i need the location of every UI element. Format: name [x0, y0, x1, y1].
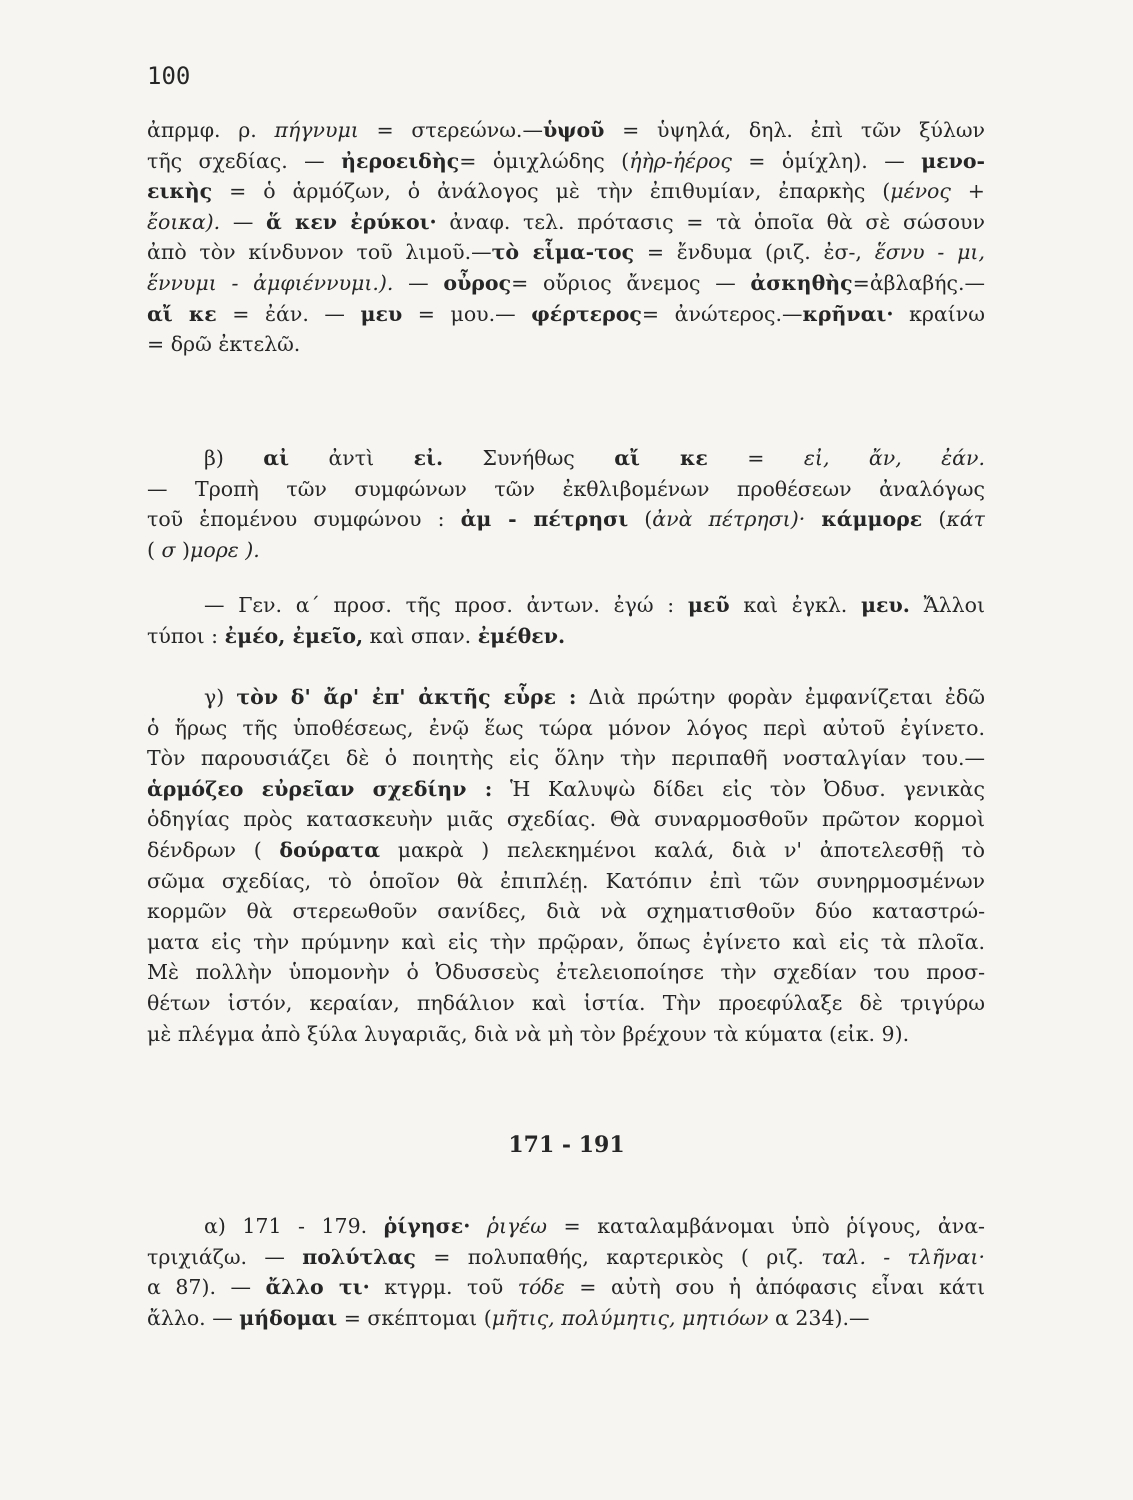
- text-line: [147, 237, 985, 268]
- text-run: κραίνω: [893, 301, 985, 326]
- text-line: [147, 474, 985, 505]
- italic-gloss: ἀνὰ πέτρησι)·: [652, 507, 806, 532]
- text-run: = οὔριος ἄνεμος —: [511, 270, 751, 295]
- lemma-term: ἐμέθεν.: [477, 623, 566, 648]
- lemma-term: αἴ κε: [614, 446, 708, 470]
- text-line: [147, 268, 985, 299]
- paragraph-alpha: [147, 1211, 985, 1333]
- text-line: [147, 866, 985, 897]
- text-line: [147, 835, 985, 866]
- italic-gloss: ἕννυμι - ἀμφιέννυμι.).: [147, 270, 394, 295]
- text-run: = στερεώνω.—: [358, 118, 543, 142]
- text-run: Ἄλλοι: [909, 593, 985, 617]
- italic-gloss: μορε ).: [190, 537, 260, 562]
- italic-gloss: μῆτις, πολύμητις, μητιόων: [491, 1305, 769, 1330]
- text-run: ἀπὸ τὸν κίνδυνον τοῦ λιμοῦ.—: [147, 240, 492, 265]
- lemma-term: ἀμ - πέτρησι: [460, 507, 629, 532]
- lemma-term: ῥίγησε·: [383, 1214, 471, 1238]
- page-number: 100: [147, 62, 191, 90]
- lemma-term: τὸν δ' ἄρ' ἐπ' ἀκτῆς εὗρε :: [236, 685, 577, 709]
- text-run: Μὲ πολλὴν ὑπομονὴν ὁ Ὀδυσσεὺς ἐτελειοποίησε τὴν σχεδίαν του προσ-: [147, 960, 985, 985]
- lemma-term: μευ: [360, 301, 403, 326]
- text-run: = αὐτὴ σου ἡ ἀπόφασις εἶναι κάτι: [564, 1275, 985, 1300]
- lemma-term: εἰ.: [413, 446, 444, 470]
- paragraph-genitive: [147, 590, 985, 651]
- lemma-term: πολύτλας: [302, 1244, 416, 1269]
- italic-gloss: μένος +: [890, 179, 985, 204]
- text-run: = ἐάν. —: [216, 301, 361, 326]
- text-run: β): [204, 446, 264, 470]
- italic-gloss: ἠὴρ-ἠέρος: [629, 148, 732, 173]
- text-run: μὲ πλέγμα ἀπὸ ξύλα λυγαριᾶς, διὰ νὰ μὴ τὸν βρέχουν τὰ κύματα (εἰκ. 9).: [147, 1021, 910, 1046]
- text-run: τριχιάζω. —: [147, 1244, 303, 1269]
- text-run: ἀναφ. τελ. πρότασις = τὰ ὁποῖα θὰ σὲ σώσουν: [436, 209, 985, 234]
- text-run: κορμῶν θὰ στερεωθοῦν σανίδες, διὰ νὰ σχηματισθοῦν δύο καταστρώ-: [147, 899, 985, 924]
- text-line: [147, 774, 985, 805]
- text-run: = σκέπτομαι (: [337, 1305, 492, 1330]
- text-run: ): [175, 537, 191, 562]
- text-run: τῆς σχεδίας. —: [147, 148, 342, 173]
- text-run: — Γεν. α΄ προσ. τῆς προσ. ἀντων. ἐγώ :: [204, 593, 688, 617]
- lemma-term: ἠεροειδὴς: [341, 148, 460, 173]
- text-run: =ἀβλαβής.—: [852, 270, 985, 295]
- text-run: σῶμα σχεδίας, τὸ ὁποῖον θὰ ἐπιπλέῃ. Κατόπιν ἐπὶ τῶν συνηρμοσμένων: [147, 868, 985, 893]
- lemma-term: μήδομαι: [239, 1305, 338, 1330]
- text-line: [147, 176, 985, 207]
- text-line: [147, 988, 985, 1019]
- text-run: = ὁμιχλώδης (: [459, 148, 630, 173]
- text-run: μακρὰ ) πελεκημένοι καλά, διὰ ν' ἀποτελεσθῇ τὸ: [379, 837, 985, 862]
- text-run: = ἔνδυμα (ριζ. ἐσ-,: [634, 240, 875, 265]
- italic-gloss: κάτ: [946, 507, 985, 532]
- lemma-term: δούρατα: [279, 837, 380, 862]
- text-line: [147, 115, 985, 146]
- italic-gloss: ταλ. - τλῆναι·: [821, 1244, 985, 1269]
- text-run: (: [628, 507, 653, 532]
- text-run: Διὰ πρώτην φορὰν ἐμφανίζεται ἐδῶ: [576, 685, 985, 709]
- lemma-term: τὸ εἷμα-τος: [491, 240, 635, 265]
- italic-gloss: ἔοικα).: [147, 209, 221, 234]
- text-line: [147, 1019, 985, 1050]
- paragraph-gamma: [147, 682, 985, 1049]
- text-run: θέτων ἱστόν, κεραίαν, πηδάλιον καὶ ἱστία. Τὴν προεφύλαξε δὲ τριγύρω: [147, 990, 985, 1015]
- italic-gloss: ἕσνυ - μι,: [874, 240, 985, 265]
- text-line: [147, 443, 985, 474]
- lemma-term: μευ.: [861, 593, 910, 617]
- italic-gloss: εἰ, ἄν, ἐάν.: [803, 446, 985, 470]
- text-line: [147, 896, 985, 927]
- text-run: ὁδηγίας πρὸς κατασκευὴν μιᾶς σχεδίας. Θὰ συναρμοσθοῦν πρῶτον κορμοὶ: [147, 807, 985, 832]
- lemma-term: οὖρος: [443, 270, 512, 295]
- text-line: [147, 207, 985, 238]
- text-run: — Τροπὴ τῶν συμφώνων τῶν ἐκθλιβομένων προθέσεων ἀναλόγως: [147, 476, 985, 501]
- text-run: ἄλλο. —: [147, 1305, 240, 1330]
- text-line: [147, 329, 985, 360]
- text-run: = καταλαμβάνομαι ὑπὸ ῥίγους, ἀνα-: [546, 1214, 985, 1238]
- text-line: [147, 1211, 985, 1242]
- text-run: = μου.—: [402, 301, 532, 326]
- text-run: —: [220, 209, 266, 234]
- text-run: Ἡ Καλυψὼ δίδει εἰς τὸν Ὀδυσ. γενικὰς: [492, 776, 985, 801]
- text-run: = δρῶ ἐκτελῶ.: [147, 332, 301, 357]
- text-line: [147, 713, 985, 744]
- text-line: [147, 927, 985, 958]
- text-run: τύποι :: [147, 623, 225, 648]
- text-run: ὁ ἥρως τῆς ὑποθέσεως, ἐνῷ ἕως τώρα μόνον λόγος περὶ αὐτοῦ ἐγίνετο.: [147, 715, 985, 740]
- text-run: γ): [204, 685, 237, 709]
- italic-gloss: τόδε: [517, 1275, 565, 1300]
- text-run: [805, 507, 821, 531]
- text-run: = πολυπαθής, καρτερικὸς ( ριζ.: [415, 1244, 822, 1269]
- lemma-term: ἄλλο τι·: [265, 1275, 370, 1300]
- text-line: [147, 504, 985, 535]
- text-run: δένδρων (: [147, 837, 280, 862]
- text-run: Συνήθως: [443, 446, 615, 470]
- text-run: (: [922, 507, 947, 532]
- lemma-term: ἀσκηθὴς: [750, 270, 853, 295]
- text-line: [147, 1272, 985, 1303]
- text-line: [147, 146, 985, 177]
- text-run: [470, 1214, 487, 1238]
- text-line: [147, 743, 985, 774]
- text-run: ἀντὶ: [289, 446, 414, 470]
- italic-gloss: σ: [161, 537, 176, 562]
- lemma-term: εικὴς: [147, 179, 213, 204]
- text-run: =: [707, 446, 804, 470]
- paragraph-beta: [147, 443, 985, 565]
- text-run: καὶ ἐγκλ.: [729, 593, 862, 617]
- text-run: καὶ σπαν.: [363, 623, 478, 648]
- text-line: [147, 957, 985, 988]
- text-run: κτγρμ. τοῦ: [369, 1275, 518, 1300]
- lemma-term: ἐμέο, ἐμεῖο,: [224, 623, 364, 648]
- text-run: Τὸν παρουσιάζει δὲ ὁ ποιητὴς εἰς ὅλην τὴν περιπαθῆ νοσταλγίαν του.—: [147, 746, 985, 771]
- lemma-term: ἁρμόζεο εὐρεῖαν σχεδίην :: [147, 776, 493, 801]
- text-run: = ἀνώτερος.—: [641, 301, 803, 326]
- text-run: α 234).—: [768, 1305, 870, 1330]
- text-run: (: [147, 537, 162, 562]
- vocabulary-paragraph: [147, 115, 985, 360]
- lemma-term: φέρτερος: [531, 301, 642, 326]
- lemma-term: μενο-: [921, 148, 985, 173]
- lemma-term: μεῦ: [687, 593, 730, 617]
- lemma-term: αἰ: [263, 446, 289, 470]
- italic-gloss: ῥιγέω: [486, 1214, 547, 1238]
- text-run: ἀπρμφ. ρ.: [147, 118, 275, 142]
- lemma-term: ἅ κεν ἐρύκοι·: [265, 209, 437, 234]
- text-run: = ὁμίχλη). —: [731, 148, 922, 173]
- text-line: [147, 590, 985, 621]
- lemma-term: αἴ κε: [147, 301, 217, 326]
- text-run: α) 171 - 179.: [204, 1214, 384, 1238]
- text-line: [147, 682, 985, 713]
- text-line: [147, 621, 985, 652]
- text-run: ματα εἰς τὴν πρύμνην καὶ εἰς τὴν πρῷραν, ὅπως ἐγίνετο καὶ εἰς τὰ πλοῖα.: [147, 929, 985, 954]
- text-run: α 87). —: [147, 1275, 266, 1300]
- lemma-term: ὑψοῦ: [542, 118, 605, 142]
- text-run: τοῦ ἑπομένου συμφώνου :: [147, 507, 461, 532]
- text-line: [147, 1242, 985, 1273]
- text-line: [147, 1303, 985, 1334]
- text-line: [147, 299, 985, 330]
- text-line: [147, 535, 985, 566]
- lemma-term: κάμμορε: [821, 507, 923, 532]
- text-run: = ὁ ἁρμόζων, ὁ ἀνάλογος μὲ τὴν ἐπιθυμίαν, ἐπαρκὴς (: [212, 179, 891, 204]
- text-line: [147, 804, 985, 835]
- section-heading: 171 - 191: [508, 1132, 625, 1158]
- italic-gloss: πήγνυμι: [274, 118, 359, 142]
- text-run: = ὑψηλά, δηλ. ἐπὶ τῶν ξύλων: [604, 118, 985, 142]
- lemma-term: κρῆναι·: [802, 301, 894, 326]
- text-run: —: [393, 270, 444, 295]
